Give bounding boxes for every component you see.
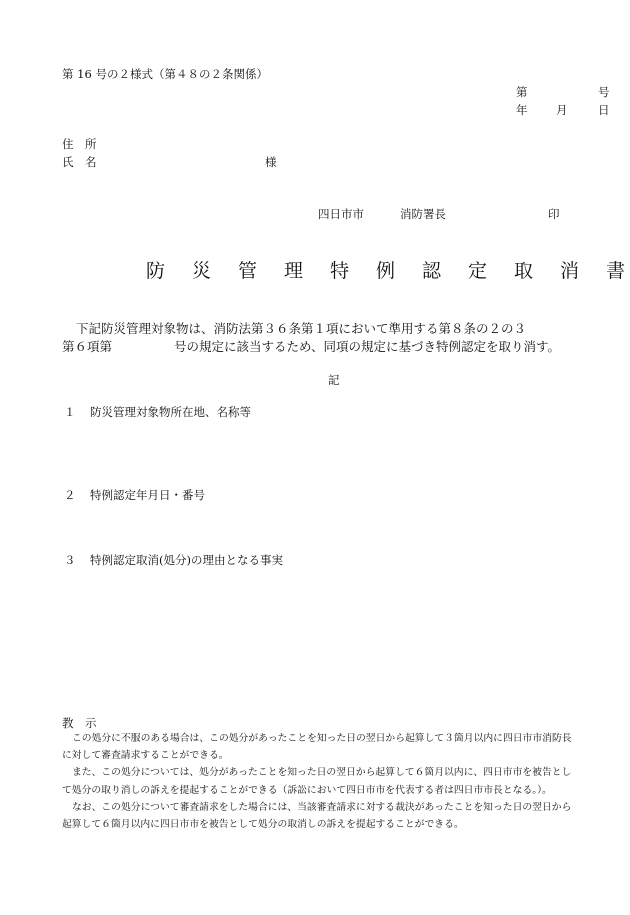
body-line-2-end: 号の規定に該当するため、同項の規定に基づき特例認定を取り消す。 xyxy=(174,339,561,354)
title-char: 特 xyxy=(330,260,350,282)
address-label: 住 所 xyxy=(62,137,97,151)
item-label-certification-date: 特例認定年月日・番号 xyxy=(90,488,205,502)
item-label-revocation-reason: 特例認定取消(処分)の理由となる事実 xyxy=(90,553,283,567)
document-number-label: 第 xyxy=(516,85,528,99)
body-line-2-start: 第６項第 xyxy=(62,339,113,354)
title-char: 消 xyxy=(560,260,580,282)
seal-mark: 印 xyxy=(548,207,560,221)
item-label-location: 防災管理対象物所在地、名称等 xyxy=(90,405,251,419)
ki-heading: 記 xyxy=(328,373,340,387)
issuer-city: 四日市市 xyxy=(318,207,364,221)
title-char: 定 xyxy=(468,260,488,282)
title-char: 例 xyxy=(376,260,396,282)
notice-body xyxy=(62,730,614,833)
date-year-label: 年 xyxy=(516,103,528,117)
notice-line: て処分の取り消しの訴えを提起することができる（訴訟において四日市市を代表する者は四日市市長となる。）。 xyxy=(62,784,552,796)
title-char: 管 xyxy=(238,260,258,282)
title-char: 防 xyxy=(146,260,166,282)
notice-line: なお、この処分について審査請求をした場合には、当該審査請求に対する裁決があったことを知った日の翌日から xyxy=(72,801,572,813)
honorific: 様 xyxy=(265,155,277,169)
notice-line: この処分に不服のある場合は、この処分があったことを知った日の翌日から起算して３箇月以内に四日市市消防長 xyxy=(72,733,572,744)
notice-line: 起算して６箇月以内に四日市市を被告として処分の取消しの訴えを提起することができる。 xyxy=(62,819,464,831)
issuer-title: 消防署長 xyxy=(400,207,446,221)
form-number: 第 16 号の２様式（第４８の２条関係） xyxy=(62,67,268,81)
document-title xyxy=(146,256,625,283)
title-char: 理 xyxy=(284,260,304,282)
item-number: ３ xyxy=(64,553,76,567)
body-line-1: 下記防災管理対象物は、消防法第３６条第１項において準用する第８条の２の３ xyxy=(76,321,527,336)
name-label: 氏 名 xyxy=(62,155,97,169)
date-month-label: 月 xyxy=(556,103,568,117)
item-number: １ xyxy=(64,405,76,419)
notice-heading: 教 示 xyxy=(62,716,97,730)
item-number: ２ xyxy=(64,488,76,502)
date-day-label: 日 xyxy=(598,103,610,117)
title-char: 認 xyxy=(422,260,442,282)
notice-line: また、この処分については、処分があったことを知った日の翌日から起算して６箇月以内に、四日市市を被告とし xyxy=(72,767,572,779)
title-char: 書 xyxy=(606,260,626,282)
title-char: 災 xyxy=(192,260,212,282)
document-number-suffix: 号 xyxy=(598,85,610,99)
title-char: 取 xyxy=(514,260,534,282)
notice-line: に対して審査請求することができる。 xyxy=(62,750,229,762)
